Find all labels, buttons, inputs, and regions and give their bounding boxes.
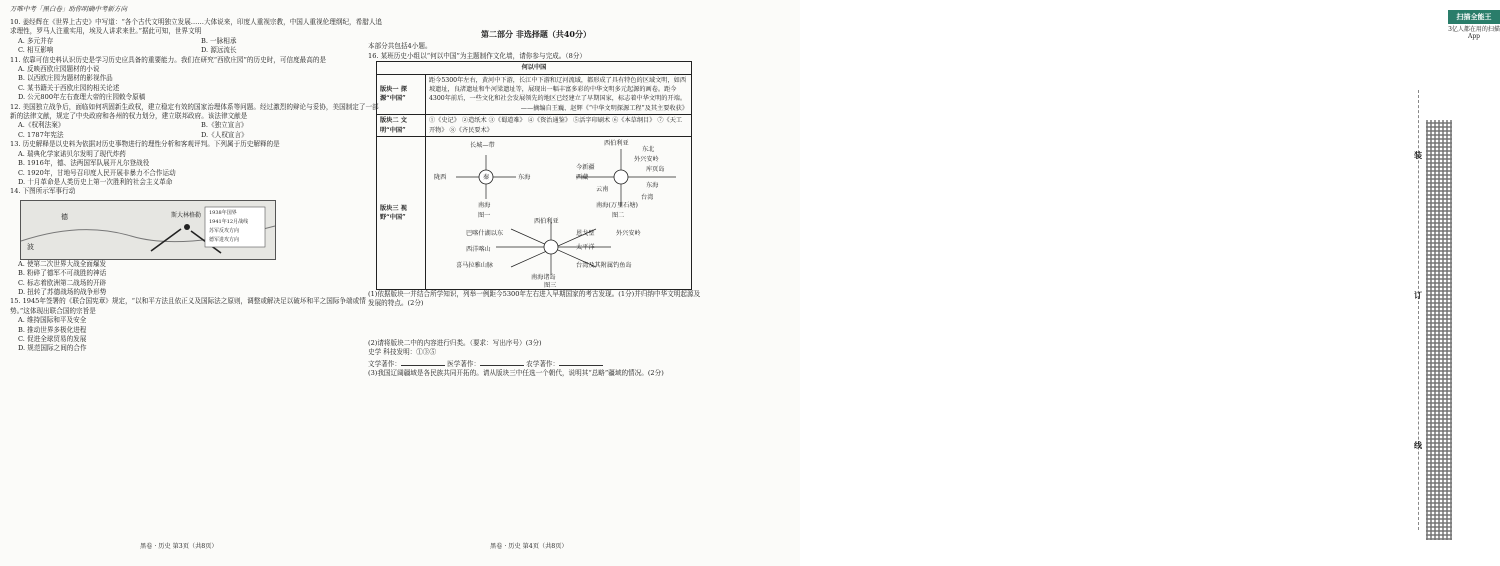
blank-medicine[interactable] bbox=[480, 358, 524, 366]
q14-option-c: C. 标志着欧洲第二战场的开辟 bbox=[18, 278, 107, 287]
section-1-text: 距今5300年左右，黄河中下游，长江中下游和辽河流域，都形成了具有特色的区域文明，如西坡遗址，良渚遗址和牛河梁遗址等，展现出一幅丰富多彩的中华文明多元起源的画卷。距今4300年前后，一些文化和社会发展领先的地区已经建立了早期国家，标志着中华文明的开端。 bbox=[429, 76, 687, 103]
fig3-label-gobi: 恩戈壁 bbox=[576, 230, 595, 238]
binding-word-2: 订 bbox=[1414, 290, 1422, 300]
question-12: 12. 美国独立战争后，面临如何巩固新生政权，建立稳定有效的国家治理体系等问题。经过激烈的辩论与妥协，美国制定了一部新的法律文献，规定了中央政府和各州的权力划分，建立联邦政府。该法律文献是 bbox=[10, 102, 379, 121]
section-3-label: 版块三 视野“中国” bbox=[377, 137, 426, 290]
fig2-label-yunnan: 云南 bbox=[596, 186, 609, 194]
fig2-label-tibet: 西藏 bbox=[576, 174, 589, 182]
binding-sidebar bbox=[706, 0, 1500, 566]
map-legend-1938-border: 1938年国界 bbox=[209, 209, 237, 216]
scanner-brand: 扫描全能王 bbox=[1448, 10, 1500, 24]
fig2-label-donghai: 东海 bbox=[646, 182, 659, 190]
fig2-label-nanhai: 南海(万里石塘) bbox=[596, 202, 638, 210]
sub-question-2: (2)请将版块二中的内容进行归类。（要求：写出序号）(3分) bbox=[368, 338, 542, 347]
question-15: 15. 1945年签署的《联合国宪章》规定，“以和平方法且依正义及国际法之原则，调整或解决足以破坏和平之国际争端或情势。”这体现出联合国的宗旨是 bbox=[10, 297, 366, 315]
q13-option-d: D. 十月革命是人类历史上第一次胜利的社会主义革命 bbox=[18, 177, 173, 186]
binding-word-3: 线 bbox=[1414, 440, 1422, 450]
map-label-stalingrad: 斯大林格勒 bbox=[171, 211, 202, 219]
q11-option-a: A. 反映西欧庄园题材的小说 bbox=[18, 65, 100, 74]
fig2-label-taiwan: 台湾 bbox=[641, 194, 654, 202]
q10-option-d: D. 源远流长 bbox=[201, 46, 237, 55]
label-medicine: 医学著作： bbox=[447, 359, 481, 368]
q11-option-c: C. 某书籍关于西欧庄园的相关论述 bbox=[18, 83, 120, 92]
section-3-figures bbox=[426, 137, 692, 290]
label-literature: 文学著作： bbox=[368, 359, 401, 368]
blank-agriculture[interactable] bbox=[559, 358, 603, 366]
q13-option-b: B. 1916年，德、法两国军队展开凡尔登战役 bbox=[18, 159, 150, 168]
scanner-brand-sub: 3亿人都在用的扫描App bbox=[1448, 26, 1500, 40]
section-2-label: 版块二 文明“中国” bbox=[377, 115, 426, 137]
fig3-label-balkhash: 巴喀什湖以东 bbox=[466, 230, 504, 238]
fig2-label-xinjiang: 今新疆 bbox=[576, 164, 595, 172]
q12-option-a: A.《权利法案》 bbox=[18, 121, 65, 130]
label-agriculture: 农学著作： bbox=[526, 359, 560, 368]
q15-option-c: C. 促进全球贸易的发展 bbox=[18, 334, 87, 343]
q10-option-c: C. 相互影响 bbox=[18, 46, 54, 55]
q11-option-b: B. 以西欧庄园为题材的影视作品 bbox=[18, 74, 113, 83]
question-14: 14. 下图所示军事行动 bbox=[10, 187, 76, 196]
q11-option-d: D. 公元800年左右查理大帝的庄园敕令原稿 bbox=[18, 93, 146, 102]
q15-option-b: B. 推动世界多极化进程 bbox=[18, 325, 87, 334]
fig2-label-outer-khingan: 外兴安岭 bbox=[634, 156, 659, 164]
fig1-label-longxi: 陇西 bbox=[434, 174, 447, 182]
left-column bbox=[10, 18, 385, 354]
section-1-content bbox=[426, 74, 692, 115]
culture-wall-table bbox=[376, 61, 692, 290]
page-footer-right: 黑卷 · 历史 第4页（共8页） bbox=[490, 543, 568, 550]
sub-question-2-line-1: 史学 科技发明：①③⑤ bbox=[368, 348, 437, 357]
q13-option-a: A. 瑞典化学家诺贝尔发明了现代炸药 bbox=[18, 149, 126, 158]
fig3-label-pamir: 西洋喀山 bbox=[466, 246, 491, 254]
section-1-source: ——摘编自王巍、赵辉《“中华文明探源工程”及其主要收获》 bbox=[520, 104, 688, 112]
q14-option-d: D. 扭转了苏德战场的战争形势 bbox=[18, 287, 107, 296]
q12-option-b: B.《独立宣言》 bbox=[201, 121, 248, 130]
q15-option-a: A. 维持国际和平及安全 bbox=[18, 316, 87, 325]
q13-option-c: C. 1920年，甘地号召印度人民开展非暴力不合作运动 bbox=[18, 168, 176, 177]
fig1-label-nanhai: 南海 bbox=[478, 202, 491, 210]
page-header: 万唯中考「黑白卷」助你明确中考新方向 bbox=[10, 5, 127, 13]
map-legend-1941-front: 1941年12月战线 bbox=[209, 218, 249, 225]
fig1-center-qin: 秦 bbox=[483, 174, 490, 182]
fig2-label-northeast: 东北 bbox=[642, 146, 655, 154]
map-label-germany: 德 bbox=[61, 212, 68, 221]
question-10: 10. 姜经辉在《世界上古史》中写道：“各个古代文明独立发展……大体说来，印度人重视宗教，中国人重视伦理纲纪，希腊人追求理性，罗马人注重实用，埃及人讲求来世。”据此可知，世界文明 bbox=[10, 18, 383, 36]
fig2-caption: 图二 bbox=[612, 212, 625, 220]
fig3-label-taiwan-diaoyu: 台湾及其附属钓鱼岛 bbox=[576, 262, 632, 270]
fig2-label-sakhalin: 库页岛 bbox=[646, 166, 665, 174]
map-label-poland: 波 bbox=[27, 242, 34, 251]
map-legend-german-attack: 德军进攻方向 bbox=[209, 236, 240, 243]
table-title: 何以中国 bbox=[377, 62, 692, 74]
q10-option-b: B. 一脉相承 bbox=[201, 36, 237, 45]
q10-option-a: A. 多元并存 bbox=[18, 36, 54, 45]
battle-map bbox=[20, 200, 276, 260]
page-footer-left: 黑卷 · 历史 第3页（共8页） bbox=[140, 543, 218, 550]
sub-question-3: (3)我国辽阔疆域是各民族共同开拓的。请从版块三中任选一个朝代，说明其“总略”疆域的情况。(2分) bbox=[368, 369, 664, 378]
fig3-label-nanhai: 南海诸岛 bbox=[531, 274, 556, 282]
fig3-label-pacific: 太平洋 bbox=[576, 244, 595, 252]
fig1-label-donghai: 东海 bbox=[518, 174, 531, 182]
fig3-label-outer-khingan: 外兴安岭 bbox=[616, 230, 641, 238]
right-column bbox=[368, 30, 704, 379]
answer-space-1[interactable] bbox=[368, 309, 704, 339]
fig3-caption: 图三 bbox=[544, 282, 557, 290]
fig2-label-siberia: 西伯利亚 bbox=[604, 140, 629, 148]
question-16: 16. 某班历史小组以“何以中国”为主题制作文化墙，请你参与完成。（8分） bbox=[368, 51, 587, 60]
fig3-label-siberia: 西伯利亚 bbox=[534, 218, 559, 226]
map-legend-soviet-counter: 苏军反攻方向 bbox=[209, 227, 240, 234]
sub-question-2-line-2 bbox=[368, 358, 704, 369]
blank-literature[interactable] bbox=[401, 358, 445, 366]
fig3-label-himalaya: 喜马拉雅山脉 bbox=[456, 262, 494, 270]
question-11: 11. 依靠可信史料认识历史是学习历史应具备的重要能力。我们在研究“西欧庄园”的历史时，可信度最高的是 bbox=[10, 55, 327, 64]
q14-option-b: B. 粉碎了德军不可战胜的神话 bbox=[18, 269, 107, 278]
scanner-watermark bbox=[1448, 10, 1500, 40]
q12-option-c: C. 1787年宪法 bbox=[18, 130, 64, 139]
binding-pattern bbox=[1426, 120, 1452, 540]
q12-option-d: D.《人权宣言》 bbox=[201, 130, 248, 139]
sub-question-1: (1)依据版块一并结合所学知识，列举一例距今5300年左右进入早期国家的考古发现。(1分)并归纳中华文明起源及发展的特点。(2分) bbox=[368, 290, 701, 308]
part-two-title: 第二部分 非选择题（共40分） bbox=[481, 29, 591, 39]
section-2-content: ①《史记》 ②造纸术 ③《蜀道难》 ④《资治通鉴》 ⑤活字印刷术 ⑥《本草纲目》 ⑦《天工开物》 ⑧《齐民要术》 bbox=[426, 115, 692, 137]
fig1-label-great-wall: 长城—带 bbox=[470, 142, 495, 150]
part-intro: 本部分共包括4小题。 bbox=[368, 42, 432, 51]
fig1-caption: 图一 bbox=[478, 212, 491, 220]
q15-option-d: D. 规范国际之间的合作 bbox=[18, 344, 87, 353]
section-1-label: 版块一 探源“中国” bbox=[377, 74, 426, 115]
question-13: 13. 历史解释是以史料为依据对历史事物进行的理性分析和客观评判。下列属于历史解释的是 bbox=[10, 140, 280, 149]
q14-option-a: A. 使第二次世界大战全面爆发 bbox=[18, 259, 107, 268]
binding-word-1: 装 bbox=[1414, 150, 1422, 160]
